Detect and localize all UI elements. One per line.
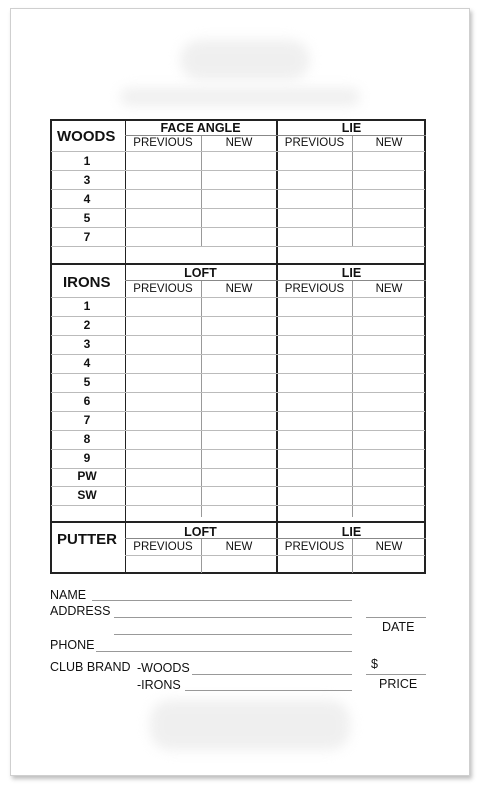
- row-rule: [51, 505, 425, 506]
- woods-faceangle-new: NEW: [225, 137, 253, 149]
- irons-loft-previous: PREVIOUS: [133, 283, 193, 295]
- iron-row-label: 5: [83, 375, 91, 389]
- wood-row-label: 7: [83, 230, 91, 244]
- address-line-1[interactable]: [114, 617, 352, 618]
- iron-row-label: PW: [77, 469, 97, 483]
- row-rule: [125, 555, 425, 556]
- row-rule: [51, 208, 425, 209]
- iron-row-label: 9: [83, 451, 91, 465]
- row-rule: [51, 297, 425, 298]
- blurred-footer: [150, 700, 350, 750]
- woods-lie-previous: PREVIOUS: [284, 137, 345, 149]
- wood-row-label: 4: [83, 192, 91, 206]
- iron-row-label: 6: [83, 394, 91, 408]
- section-divider: [50, 521, 426, 523]
- date-label: DATE: [382, 620, 415, 634]
- price-label: PRICE: [379, 677, 418, 691]
- irons-brand-line[interactable]: [185, 690, 352, 691]
- wood-row-label: 3: [83, 173, 91, 187]
- irons-title: IRONS: [63, 274, 111, 291]
- row-rule: [51, 449, 425, 450]
- putter-lie-header: LIE: [341, 525, 362, 539]
- wood-row-label: 5: [83, 211, 91, 225]
- irons-loft-header: LOFT: [184, 266, 217, 280]
- blurred-header-logo: [180, 40, 310, 80]
- woods-lie-header: LIE: [341, 121, 362, 135]
- row-rule: [51, 354, 425, 355]
- iron-row-label: 7: [83, 413, 91, 427]
- woods-title: WOODS: [57, 128, 116, 145]
- iron-row-label: 3: [83, 337, 91, 351]
- row-rule: [51, 246, 425, 247]
- row-rule: [51, 392, 425, 393]
- header-rule: [125, 280, 426, 281]
- name-line[interactable]: [92, 600, 352, 601]
- woods-brand-line[interactable]: [192, 674, 352, 675]
- phone-line[interactable]: [96, 651, 352, 652]
- date-line[interactable]: [366, 617, 426, 618]
- row-rule: [51, 486, 425, 487]
- irons-loft-new: NEW: [225, 283, 253, 295]
- name-label: NAME: [50, 588, 87, 602]
- woods-faceangle-previous: PREVIOUS: [133, 137, 193, 149]
- irons-brand-label: -IRONS: [137, 678, 181, 692]
- irons-lie-new: NEW: [375, 283, 403, 295]
- face-angle-header: FACE ANGLE: [160, 121, 241, 135]
- address-line-2[interactable]: [114, 634, 352, 635]
- dollar-sign: $: [371, 657, 378, 671]
- iron-row-label: 8: [83, 432, 91, 446]
- row-rule: [51, 227, 425, 228]
- row-rule: [51, 151, 425, 152]
- row-rule: [51, 316, 425, 317]
- putter-lie-previous: PREVIOUS: [284, 541, 345, 553]
- putter-lie-new: NEW: [375, 541, 403, 553]
- iron-row-label: 2: [83, 318, 91, 332]
- putter-loft-new: NEW: [225, 541, 253, 553]
- iron-row-label: 1: [83, 299, 91, 313]
- blurred-header-text: [120, 88, 360, 106]
- irons-lie-previous: PREVIOUS: [284, 283, 345, 295]
- putter-loft-header: LOFT: [184, 525, 217, 539]
- woods-lie-new: NEW: [375, 137, 403, 149]
- irons-lie-header: LIE: [341, 266, 362, 280]
- iron-row-label: 4: [83, 356, 91, 370]
- row-rule: [51, 335, 425, 336]
- club-brand-label: CLUB BRAND: [50, 660, 131, 674]
- row-rule: [51, 430, 425, 431]
- price-line[interactable]: [366, 674, 426, 675]
- section-divider: [50, 263, 426, 265]
- woods-brand-label: -WOODS: [137, 661, 190, 675]
- phone-label: PHONE: [50, 638, 95, 652]
- row-rule: [51, 411, 425, 412]
- header-rule: [125, 135, 426, 136]
- address-label: ADDRESS: [50, 604, 111, 618]
- row-rule: [51, 189, 425, 190]
- row-rule: [51, 170, 425, 171]
- putter-title: PUTTER: [57, 531, 117, 548]
- wood-row-label: 1: [83, 154, 91, 168]
- row-rule: [51, 373, 425, 374]
- iron-row-label: SW: [77, 488, 97, 502]
- putter-loft-previous: PREVIOUS: [133, 541, 193, 553]
